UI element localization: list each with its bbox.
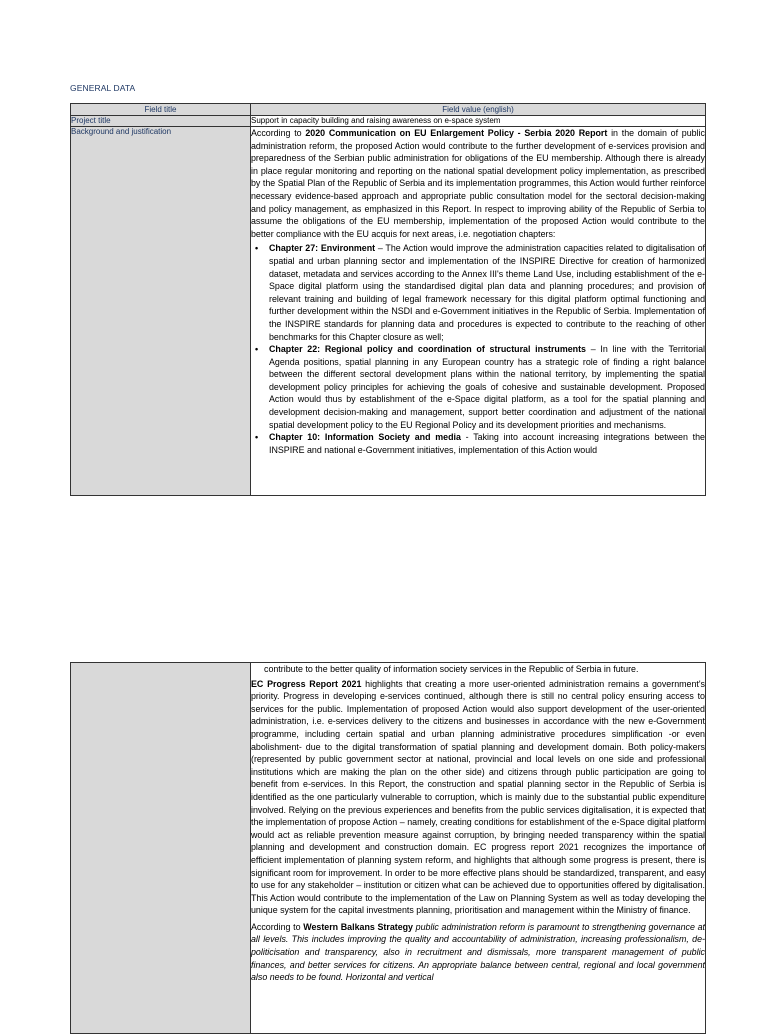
continuation-table <box>70 662 706 1034</box>
background-value <box>251 127 706 496</box>
table-row <box>71 116 706 127</box>
section-title: GENERAL DATA <box>70 83 136 93</box>
background-label: Background and justification <box>71 127 251 496</box>
chapter-list <box>251 242 705 456</box>
table-row <box>71 127 706 496</box>
table-header-row <box>71 104 706 116</box>
continuation-value <box>251 663 706 1034</box>
table-row <box>71 663 706 1034</box>
continuation-label-cell <box>71 663 251 1034</box>
continuation-paragraph: contribute to the better quality of information society services in the Republic of Serbia in future. <box>264 664 639 674</box>
project-title-label: Project title <box>71 116 251 127</box>
project-title-value: Support in capacity building and raising awareness on e-space system <box>251 116 706 127</box>
list-item: • Chapter 22: Regional policy and coordination of structural instruments – In line with the Territorial Agenda positions, spatial planning in any European country has a strategic role of finding a right balance between the different sectoral development plans within the national territory, by implementing the spatial development policy principles for achieving the goals of cohesive and sustainable development. Proposed Action would thus by establishment of the e-Space digital platform, as a tool for the spatial planning and development decision-making and management, support better coordination and adjustment of the national spatial development policy to the EU Regional Policy and its development priorities and mechanisms. <box>269 343 705 431</box>
general-data-table <box>70 103 706 496</box>
western-balkans-paragraph: According to Western Balkans Strategy public administration reform is paramount to strengthening governance at all levels. This includes improving the quality and accountability of administration, increasing professionalism, de-politicisation and transparency, also in recruitment and dismissals, more transparent management of public finances, and better services for citizens. An appropriate balance between central, regional and local government also needs to be found. Horizontal and vertical <box>251 921 705 983</box>
list-item: • Chapter 27: Environment – The Action would improve the administration capacities related to digitalisation of spatial and urban planning sector and implementation of the INSPIRE Directive for creation of harmonized dataset, metadata and services according to the Annex III's theme Land Use, including establishment of the e-Space digital platform using the standardised digital plan data and planning procedures; and provision of relevant training and building of legal framework necessary for this digital platform optimal functioning and further development within the NSDI and e-Government initiatives in the Republic of Serbia. Implementation of the INSPIRE standards for planning data and procedures is expected to contribute to the reaching of other benchmarks for this Chapter closure as well; <box>269 242 705 343</box>
ec-progress-paragraph: EC Progress Report 2021 highlights that creating a more user-oriented administration remains a government's priority. Progress in developing e-services continued, although there is still no central policy ensuring access to services for the public. Implementation of proposed Action would also support development of the user-oriented administration, i.e. e-services delivery to the citizens and businesses in accordance with the new e-Government programme, including certain spatial and urban planning administrative procedures simplification -or even abolishment- due to the digital transformation of spatial planning and development domain. Both policy-makers (represented by public government sector at national, provincial and local levels on one side and professional institutions which are making the plan on the other side) and citizens through public participation are going to benefit from e-services. In this Report, the construction and spatial planning sector in the Republic of Serbia is identified as the one particularly vulnerable to corruption, which is mainly due to the substantial public expenditure involved. Relying on the previous experiences and benefits from the public services digitalisation, it is expected that the implementation of propose Action – namely, creating conditions for establishment of the e-Space digital platform would act as reliable prevention measure against corruption, by bringing needed transparency within the spatial planning and development and construction domain. EC progress report 2021 recognizes the importance of efficient implementation of planning system reform, and highlights that although some progress is present, there is significant room for improvement. In order to be more effective plans should be standardized, transparent, and easy to use for any stakeholder – institution or citizen what can be achieved due to opportunities offered by digitalisation. This Action would contribute to the implementation of the Law on Planning System as well as today developing the unique system for the capital investments planning, prioritisation and management within the Ministry of finance. <box>251 678 705 916</box>
intro-paragraph: According to 2020 Communication on EU Enlargement Policy - Serbia 2020 Report in the domain of public administration reform, the proposed Action would contribute to the further development of e-services provision and preparedness of the Serbian public administration for obligations of the EU membership. Although there is already in place regular monitoring and reporting on the national spatial development policy implementation, as prescribed by the Spatial Plan of the Republic of Serbia and its implementation programmes, this Action would further reinforce necessary evidence-based approach and appropriate public consultation model for the sectoral decision-making and policy management, as emphasized in this Report. In respect to improving ability of the Republic of Serbia to assume the obligations of the EU membership, implementation of the proposed Action would contribute to the better compliance with the EU acquis for next areas, i.e. negotiation chapters: <box>251 128 705 239</box>
list-item: • Chapter 10: Information Society and media - Taking into account increasing integrations between the INSPIRE and national e-Government initiatives, implementation of this Action would <box>269 431 705 456</box>
header-field-value: Field value (english) <box>251 104 706 116</box>
header-field-title: Field title <box>71 104 251 116</box>
